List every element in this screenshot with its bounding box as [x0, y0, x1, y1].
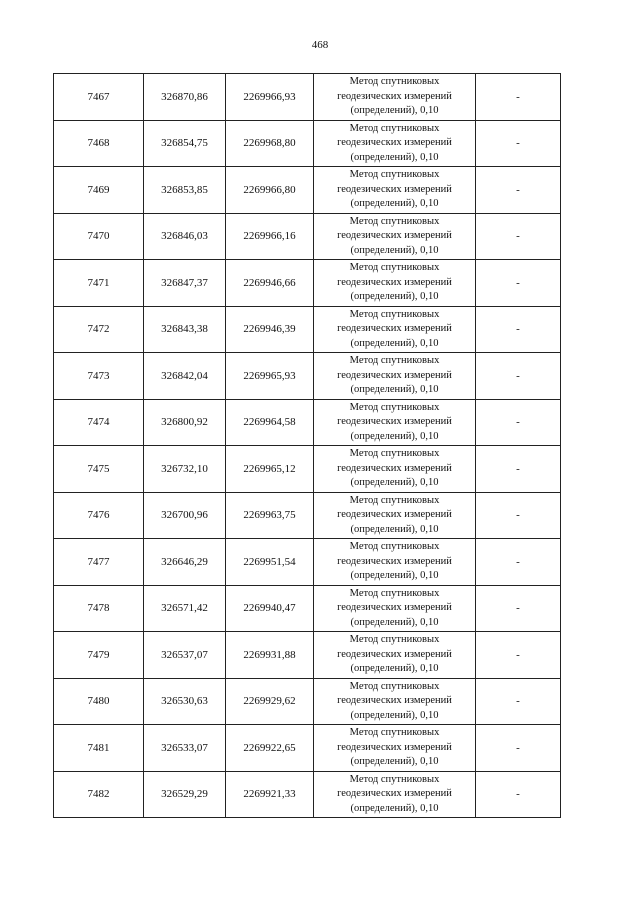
- method-cell: [314, 585, 476, 632]
- x-coordinate-cell: 326529,29: [144, 771, 226, 818]
- table-row: [54, 446, 561, 493]
- point-number-cell: 7479: [54, 632, 144, 679]
- method-text-line: Метод спутниковых: [349, 355, 440, 366]
- table-row: [54, 399, 561, 446]
- method-cell: [314, 120, 476, 167]
- point-number-cell: 7470: [54, 213, 144, 260]
- method-text-line: геодезических измерений: [337, 323, 452, 334]
- method-text-line: (определений), 0,10: [350, 477, 439, 488]
- method-text-line: Метод спутниковых: [349, 773, 440, 785]
- point-number-cell: 7472: [54, 306, 144, 353]
- method-text-line: (определений), 0,10: [350, 198, 439, 209]
- y-coordinate-cell: 2269951,54: [226, 539, 314, 586]
- method-text-line: Метод спутниковых: [349, 401, 440, 413]
- point-number-cell: 7478: [54, 585, 144, 632]
- method-text-line: геодезических измерений: [337, 695, 452, 706]
- method-text-line: геодезических измерений: [337, 369, 452, 381]
- y-coordinate-cell: 2269966,16: [226, 213, 314, 260]
- method-text-line: (определений), 0,10: [350, 756, 439, 767]
- table-row: [54, 771, 561, 818]
- method-text-line: геодезических измерений: [337, 416, 452, 427]
- table-row: [54, 260, 561, 307]
- method-cell: [314, 771, 476, 818]
- note-cell: -: [476, 353, 561, 400]
- table-row: [54, 306, 561, 353]
- y-coordinate-cell: 2269966,93: [226, 74, 314, 121]
- note-cell: -: [476, 399, 561, 446]
- point-number-cell: 7477: [54, 539, 144, 586]
- note-cell: -: [476, 213, 561, 260]
- method-text-line: геодезических измерений: [337, 90, 452, 102]
- y-coordinate-cell: 2269922,65: [226, 725, 314, 772]
- y-coordinate-cell: 2269929,62: [226, 678, 314, 725]
- point-number-cell: 7481: [54, 725, 144, 772]
- table-row: [54, 74, 561, 121]
- method-text-line: Метод спутниковых: [349, 634, 440, 645]
- table-row: [54, 678, 561, 725]
- method-cell: [314, 306, 476, 353]
- table-body: [54, 74, 561, 818]
- table-row: [54, 539, 561, 586]
- method-cell: [314, 399, 476, 446]
- table-row: [54, 353, 561, 400]
- method-text-line: (определений), 0,10: [350, 291, 439, 302]
- y-coordinate-cell: 2269964,58: [226, 399, 314, 446]
- y-coordinate-cell: 2269931,88: [226, 632, 314, 679]
- note-cell: -: [476, 585, 561, 632]
- x-coordinate-cell: 326842,04: [144, 353, 226, 400]
- point-number-cell: 7476: [54, 492, 144, 539]
- method-text-line: геодезических измерений: [337, 509, 452, 520]
- method-text-line: Метод спутниковых: [349, 169, 440, 180]
- method-text-line: Метод спутниковых: [349, 587, 440, 599]
- note-cell: -: [476, 771, 561, 818]
- method-text-line: Метод спутниковых: [349, 541, 440, 552]
- point-number-cell: 7474: [54, 399, 144, 446]
- table-row: [54, 585, 561, 632]
- method-text-line: (определений), 0,10: [350, 616, 439, 628]
- method-text-line: геодезических измерений: [337, 602, 452, 613]
- method-text-line: (определений), 0,10: [350, 523, 439, 535]
- method-text-line: Метод спутниковых: [349, 680, 440, 692]
- page-number: 468: [311, 39, 329, 51]
- method-text-line: геодезических измерений: [337, 462, 452, 474]
- method-text-line: (определений), 0,10: [350, 430, 439, 442]
- y-coordinate-cell: 2269963,75: [226, 492, 314, 539]
- point-number-cell: 7473: [54, 353, 144, 400]
- x-coordinate-cell: 326537,07: [144, 632, 226, 679]
- method-text-line: (определений), 0,10: [350, 709, 439, 721]
- method-text-line: (определений), 0,10: [350, 802, 439, 814]
- method-cell: [314, 539, 476, 586]
- method-text-line: (определений), 0,10: [350, 151, 439, 163]
- note-cell: -: [476, 725, 561, 772]
- method-text-line: Метод спутниковых: [349, 448, 440, 459]
- note-cell: -: [476, 492, 561, 539]
- method-text-line: Метод спутниковых: [349, 727, 440, 738]
- method-text-line: геодезических измерений: [337, 555, 452, 567]
- method-cell: [314, 678, 476, 725]
- method-text-line: (определений), 0,10: [350, 384, 439, 395]
- x-coordinate-cell: 326853,85: [144, 167, 226, 214]
- note-cell: -: [476, 74, 561, 121]
- method-cell: [314, 492, 476, 539]
- y-coordinate-cell: 2269966,80: [226, 167, 314, 214]
- x-coordinate-cell: 326870,86: [144, 74, 226, 121]
- method-text-line: (определений), 0,10: [350, 105, 439, 116]
- point-number-cell: 7482: [54, 771, 144, 818]
- method-cell: [314, 74, 476, 121]
- note-cell: -: [476, 632, 561, 679]
- y-coordinate-cell: 2269940,47: [226, 585, 314, 632]
- note-cell: -: [476, 260, 561, 307]
- y-coordinate-cell: 2269921,33: [226, 771, 314, 818]
- table-row: [54, 120, 561, 167]
- point-number-cell: 7468: [54, 120, 144, 167]
- method-text-line: (определений), 0,10: [350, 663, 439, 674]
- table-row: [54, 492, 561, 539]
- point-number-cell: 7469: [54, 167, 144, 214]
- y-coordinate-cell: 2269965,12: [226, 446, 314, 493]
- y-coordinate-cell: 2269946,66: [226, 260, 314, 307]
- method-cell: [314, 213, 476, 260]
- x-coordinate-cell: 326646,29: [144, 539, 226, 586]
- note-cell: -: [476, 446, 561, 493]
- method-text-line: Метод спутниковых: [349, 215, 440, 227]
- note-cell: -: [476, 678, 561, 725]
- method-text-line: Метод спутниковых: [349, 494, 440, 506]
- table-row: [54, 725, 561, 772]
- method-text-line: геодезических измерений: [337, 276, 452, 288]
- method-cell: [314, 260, 476, 307]
- x-coordinate-cell: 326847,37: [144, 260, 226, 307]
- method-text-line: геодезических измерений: [337, 230, 452, 241]
- method-text-line: Метод спутниковых: [349, 308, 440, 320]
- method-text-line: геодезических измерений: [337, 137, 452, 148]
- y-coordinate-cell: 2269968,80: [226, 120, 314, 167]
- x-coordinate-cell: 326700,96: [144, 492, 226, 539]
- method-text-line: Метод спутниковых: [349, 122, 440, 134]
- coordinates-table: [53, 73, 561, 818]
- point-number-cell: 7467: [54, 74, 144, 121]
- method-text-line: Метод спутниковых: [349, 76, 440, 87]
- method-text-line: Метод спутниковых: [349, 262, 440, 273]
- table-row: [54, 632, 561, 679]
- method-text-line: (определений), 0,10: [350, 244, 439, 256]
- method-text-line: геодезических измерений: [337, 788, 452, 799]
- method-text-line: геодезических измерений: [337, 741, 452, 753]
- method-text-line: (определений), 0,10: [350, 570, 439, 581]
- x-coordinate-cell: 326843,38: [144, 306, 226, 353]
- x-coordinate-cell: 326530,63: [144, 678, 226, 725]
- note-cell: -: [476, 539, 561, 586]
- y-coordinate-cell: 2269946,39: [226, 306, 314, 353]
- y-coordinate-cell: 2269965,93: [226, 353, 314, 400]
- x-coordinate-cell: 326854,75: [144, 120, 226, 167]
- method-cell: [314, 632, 476, 679]
- x-coordinate-cell: 326571,42: [144, 585, 226, 632]
- point-number-cell: 7471: [54, 260, 144, 307]
- x-coordinate-cell: 326533,07: [144, 725, 226, 772]
- note-cell: -: [476, 306, 561, 353]
- table-row: [54, 167, 561, 214]
- x-coordinate-cell: 326846,03: [144, 213, 226, 260]
- method-cell: [314, 167, 476, 214]
- method-cell: [314, 446, 476, 493]
- point-number-cell: 7480: [54, 678, 144, 725]
- note-cell: -: [476, 120, 561, 167]
- x-coordinate-cell: 326800,92: [144, 399, 226, 446]
- method-text-line: (определений), 0,10: [350, 337, 439, 349]
- x-coordinate-cell: 326732,10: [144, 446, 226, 493]
- method-text-line: геодезических измерений: [337, 183, 452, 195]
- note-cell: -: [476, 167, 561, 214]
- table-row: [54, 213, 561, 260]
- method-text-line: геодезических измерений: [337, 648, 452, 660]
- point-number-cell: 7475: [54, 446, 144, 493]
- method-cell: [314, 353, 476, 400]
- method-cell: [314, 725, 476, 772]
